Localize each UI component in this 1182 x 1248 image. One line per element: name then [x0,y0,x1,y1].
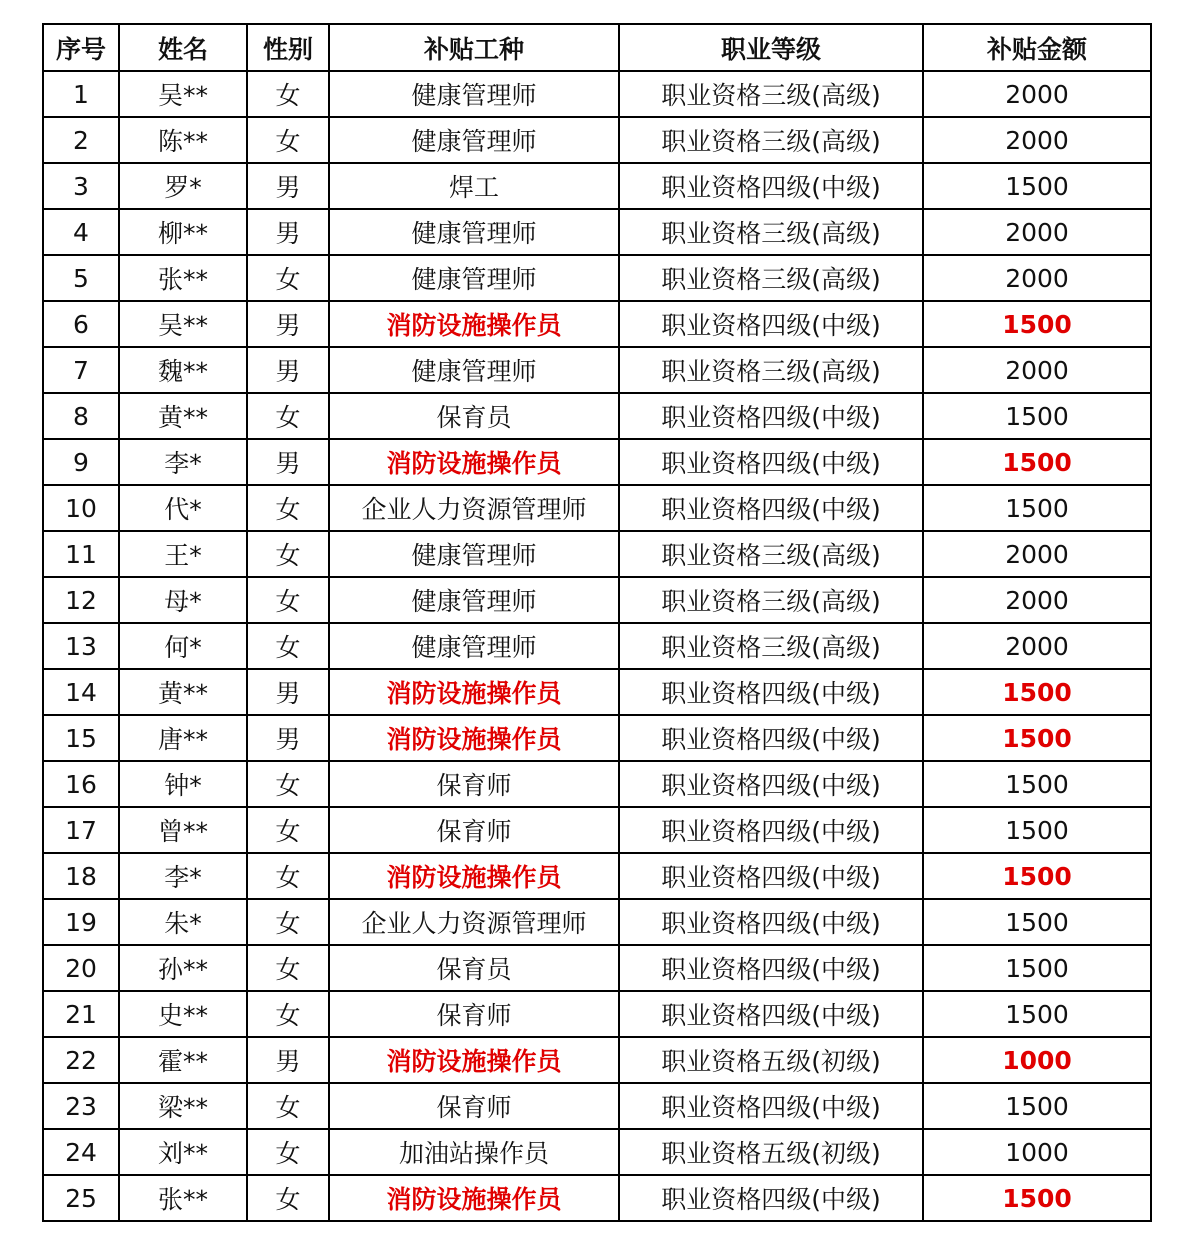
cell-name: 刘** [119,1129,247,1175]
cell-no: 3 [43,163,119,209]
cell-name: 李* [119,853,247,899]
cell-name: 钟* [119,761,247,807]
cell-name: 孙** [119,945,247,991]
cell-amount: 1500 [923,991,1151,1037]
table-row [43,71,1151,117]
table-row [43,623,1151,669]
cell-level: 职业资格三级(高级) [619,209,923,255]
cell-amount: 1500 [923,485,1151,531]
table-row [43,853,1151,899]
cell-gender: 男 [247,301,329,347]
table-row [43,301,1151,347]
table-row [43,531,1151,577]
table-row [43,1175,1151,1221]
cell-name: 陈** [119,117,247,163]
cell-gender: 女 [247,853,329,899]
cell-name: 吴** [119,301,247,347]
cell-gender: 女 [247,623,329,669]
cell-level: 职业资格四级(中级) [619,485,923,531]
cell-trade: 消防设施操作员 [329,715,619,761]
cell-no: 11 [43,531,119,577]
cell-amount: 1000 [923,1037,1151,1083]
table-row [43,577,1151,623]
cell-trade: 健康管理师 [329,209,619,255]
cell-trade: 加油站操作员 [329,1129,619,1175]
cell-level: 职业资格三级(高级) [619,255,923,301]
cell-trade: 健康管理师 [329,255,619,301]
cell-level: 职业资格四级(中级) [619,1175,923,1221]
cell-amount: 1500 [923,807,1151,853]
cell-name: 王* [119,531,247,577]
cell-no: 7 [43,347,119,393]
cell-level: 职业资格四级(中级) [619,761,923,807]
table-row [43,347,1151,393]
cell-no: 12 [43,577,119,623]
subsidy-table [42,23,1152,1222]
subsidy-table-container [42,23,1150,1222]
cell-gender: 女 [247,531,329,577]
cell-amount: 1500 [923,1083,1151,1129]
cell-level: 职业资格五级(初级) [619,1129,923,1175]
cell-name: 柳** [119,209,247,255]
table-row [43,1083,1151,1129]
cell-trade: 健康管理师 [329,623,619,669]
table-row [43,209,1151,255]
cell-amount: 1500 [923,715,1151,761]
cell-gender: 女 [247,577,329,623]
cell-level: 职业资格四级(中级) [619,945,923,991]
cell-no: 17 [43,807,119,853]
cell-trade: 健康管理师 [329,577,619,623]
table-row [43,715,1151,761]
cell-no: 5 [43,255,119,301]
cell-no: 23 [43,1083,119,1129]
cell-gender: 男 [247,715,329,761]
cell-no: 9 [43,439,119,485]
table-row [43,761,1151,807]
header-level: 职业等级 [619,24,923,71]
cell-level: 职业资格四级(中级) [619,439,923,485]
cell-no: 20 [43,945,119,991]
cell-level: 职业资格三级(高级) [619,347,923,393]
cell-level: 职业资格四级(中级) [619,1083,923,1129]
header-trade: 补贴工种 [329,24,619,71]
table-row [43,393,1151,439]
cell-name: 张** [119,255,247,301]
table-row [43,807,1151,853]
cell-gender: 女 [247,945,329,991]
cell-amount: 2000 [923,577,1151,623]
cell-level: 职业资格四级(中级) [619,669,923,715]
cell-no: 24 [43,1129,119,1175]
cell-no: 18 [43,853,119,899]
cell-gender: 男 [247,1037,329,1083]
cell-amount: 2000 [923,71,1151,117]
cell-amount: 2000 [923,255,1151,301]
cell-trade: 保育员 [329,945,619,991]
cell-amount: 1500 [923,899,1151,945]
cell-amount: 1500 [923,301,1151,347]
cell-amount: 2000 [923,347,1151,393]
cell-name: 唐** [119,715,247,761]
cell-level: 职业资格四级(中级) [619,807,923,853]
header-name: 姓名 [119,24,247,71]
cell-trade: 企业人力资源管理师 [329,485,619,531]
cell-name: 魏** [119,347,247,393]
table-row [43,1037,1151,1083]
cell-amount: 1000 [923,1129,1151,1175]
cell-level: 职业资格三级(高级) [619,117,923,163]
cell-level: 职业资格四级(中级) [619,991,923,1037]
cell-trade: 消防设施操作员 [329,439,619,485]
cell-no: 19 [43,899,119,945]
cell-gender: 女 [247,1083,329,1129]
cell-no: 6 [43,301,119,347]
cell-name: 母* [119,577,247,623]
cell-no: 4 [43,209,119,255]
cell-no: 10 [43,485,119,531]
cell-name: 霍** [119,1037,247,1083]
cell-level: 职业资格四级(中级) [619,301,923,347]
cell-amount: 2000 [923,531,1151,577]
cell-gender: 男 [247,669,329,715]
cell-level: 职业资格四级(中级) [619,715,923,761]
cell-no: 15 [43,715,119,761]
cell-name: 代* [119,485,247,531]
cell-amount: 1500 [923,853,1151,899]
cell-amount: 1500 [923,163,1151,209]
cell-no: 1 [43,71,119,117]
cell-trade: 消防设施操作员 [329,669,619,715]
table-row [43,991,1151,1037]
cell-gender: 男 [247,209,329,255]
cell-no: 16 [43,761,119,807]
cell-amount: 1500 [923,761,1151,807]
cell-name: 李* [119,439,247,485]
cell-name: 张** [119,1175,247,1221]
cell-gender: 女 [247,393,329,439]
cell-trade: 焊工 [329,163,619,209]
cell-name: 吴** [119,71,247,117]
cell-trade: 健康管理师 [329,71,619,117]
cell-trade: 健康管理师 [329,117,619,163]
cell-amount: 1500 [923,669,1151,715]
cell-gender: 女 [247,991,329,1037]
cell-amount: 1500 [923,1175,1151,1221]
cell-no: 14 [43,669,119,715]
cell-no: 13 [43,623,119,669]
cell-trade: 消防设施操作员 [329,1037,619,1083]
cell-trade: 健康管理师 [329,347,619,393]
cell-gender: 女 [247,1129,329,1175]
cell-name: 史** [119,991,247,1037]
cell-name: 罗* [119,163,247,209]
header-no: 序号 [43,24,119,71]
cell-level: 职业资格四级(中级) [619,853,923,899]
cell-level: 职业资格三级(高级) [619,623,923,669]
cell-amount: 2000 [923,209,1151,255]
cell-amount: 2000 [923,117,1151,163]
cell-gender: 女 [247,899,329,945]
cell-name: 曾** [119,807,247,853]
cell-level: 职业资格五级(初级) [619,1037,923,1083]
cell-trade: 消防设施操作员 [329,853,619,899]
cell-gender: 女 [247,485,329,531]
cell-trade: 企业人力资源管理师 [329,899,619,945]
cell-level: 职业资格三级(高级) [619,71,923,117]
table-row [43,255,1151,301]
cell-amount: 1500 [923,439,1151,485]
table-row [43,439,1151,485]
cell-trade: 保育师 [329,991,619,1037]
cell-no: 8 [43,393,119,439]
cell-level: 职业资格四级(中级) [619,163,923,209]
cell-trade: 保育员 [329,393,619,439]
cell-no: 2 [43,117,119,163]
table-row [43,117,1151,163]
cell-gender: 女 [247,1175,329,1221]
cell-no: 25 [43,1175,119,1221]
cell-trade: 消防设施操作员 [329,1175,619,1221]
cell-no: 22 [43,1037,119,1083]
cell-gender: 女 [247,807,329,853]
cell-level: 职业资格四级(中级) [619,899,923,945]
cell-name: 黄** [119,669,247,715]
cell-trade: 健康管理师 [329,531,619,577]
cell-gender: 女 [247,71,329,117]
cell-level: 职业资格三级(高级) [619,577,923,623]
table-header [43,24,1151,71]
cell-name: 朱* [119,899,247,945]
table-body [43,71,1151,1221]
table-row [43,669,1151,715]
cell-name: 梁** [119,1083,247,1129]
cell-gender: 男 [247,439,329,485]
cell-trade: 保育师 [329,761,619,807]
cell-trade: 保育师 [329,807,619,853]
table-row [43,485,1151,531]
header-row [43,24,1151,71]
cell-gender: 男 [247,347,329,393]
cell-trade: 消防设施操作员 [329,301,619,347]
table-row [43,163,1151,209]
cell-level: 职业资格四级(中级) [619,393,923,439]
cell-amount: 1500 [923,393,1151,439]
cell-name: 何* [119,623,247,669]
cell-amount: 1500 [923,945,1151,991]
cell-gender: 男 [247,163,329,209]
header-gender: 性别 [247,24,329,71]
cell-gender: 女 [247,761,329,807]
cell-name: 黄** [119,393,247,439]
cell-level: 职业资格三级(高级) [619,531,923,577]
cell-gender: 女 [247,255,329,301]
header-amount: 补贴金额 [923,24,1151,71]
cell-no: 21 [43,991,119,1037]
cell-trade: 保育师 [329,1083,619,1129]
table-row [43,1129,1151,1175]
table-row [43,899,1151,945]
cell-gender: 女 [247,117,329,163]
cell-amount: 2000 [923,623,1151,669]
table-row [43,945,1151,991]
